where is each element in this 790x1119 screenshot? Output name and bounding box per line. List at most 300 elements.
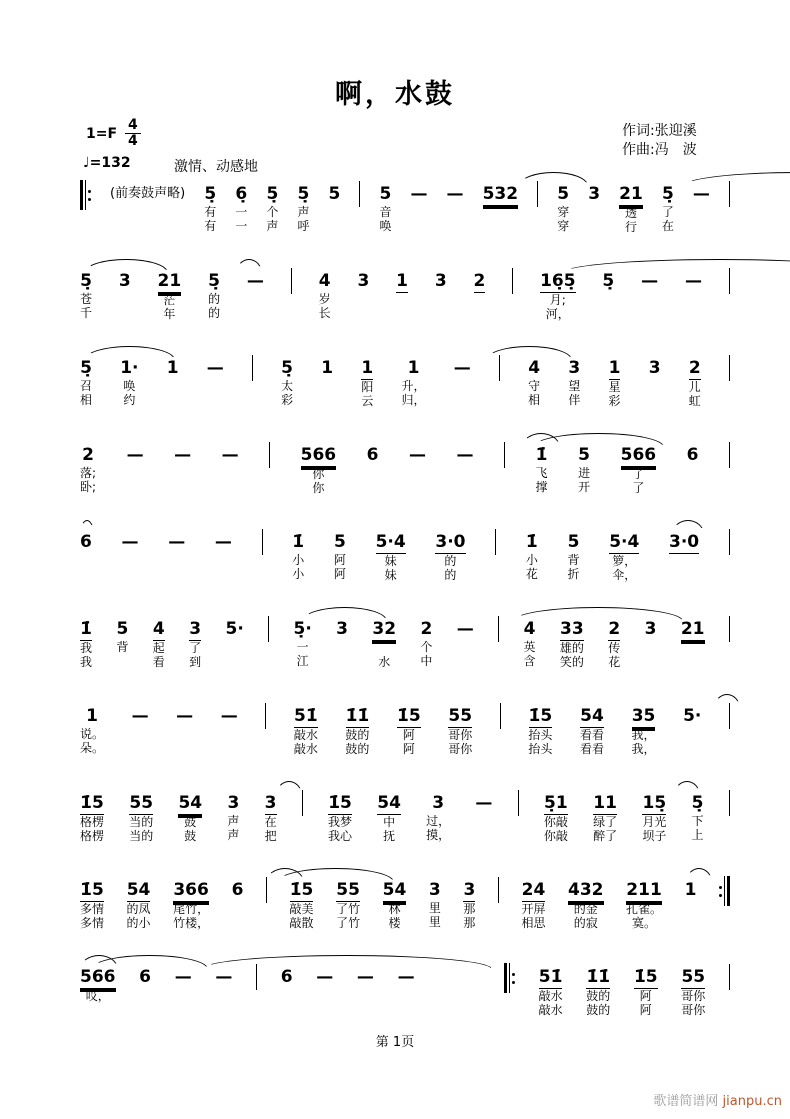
lyric-line1	[700, 205, 704, 219]
lyric-line1: 飞	[535, 466, 548, 480]
note-token	[80, 879, 104, 930]
note: 6	[231, 880, 244, 900]
note: 6	[686, 445, 699, 465]
lyric-line1: 召	[80, 379, 93, 393]
lyric-line1	[254, 292, 258, 306]
note: 1̇5	[80, 880, 104, 900]
note: 6	[280, 967, 293, 987]
barline	[269, 442, 270, 468]
lyric-line1: 的金	[573, 902, 598, 916]
lyric-line2: 彩	[281, 393, 294, 407]
note-token	[329, 183, 341, 233]
note-token	[377, 792, 401, 843]
note-token	[127, 879, 151, 930]
note: 1	[396, 271, 408, 291]
lyric-line2: 哥你	[448, 742, 473, 756]
note: 1̇1̇	[586, 967, 611, 987]
note: 3	[336, 619, 349, 639]
note-token	[568, 879, 604, 930]
lyric-line2	[340, 654, 344, 668]
note: 1̇	[535, 445, 548, 465]
lyric-line1: 了	[189, 641, 202, 655]
note-token	[568, 531, 580, 581]
barline	[512, 268, 513, 294]
lyric-line2: 到	[189, 655, 202, 669]
note-token	[454, 357, 471, 407]
lyric-line1: 多情	[80, 902, 105, 916]
lyric-line1	[181, 466, 185, 480]
lyric-line2: 约	[123, 393, 136, 407]
note-token	[80, 618, 92, 669]
lyric-line1: 过，	[426, 814, 451, 828]
note-token	[588, 183, 600, 233]
lyric-line1: 月;	[549, 293, 566, 307]
lyric-line2	[371, 480, 375, 494]
watermark-site: 歌谱简谱网	[653, 1094, 719, 1109]
lyric-line2: 抚	[383, 829, 396, 843]
lyric-line2: 伞，	[612, 568, 637, 582]
lyric-line2: 声	[266, 219, 279, 233]
note: 432	[568, 880, 604, 900]
note-token	[222, 444, 239, 494]
note: —	[475, 793, 493, 813]
lyric-line2	[236, 915, 240, 929]
note: 5̣	[281, 358, 294, 378]
lyric-line2: 在	[661, 219, 674, 233]
note: 5	[567, 532, 580, 552]
note-token	[158, 270, 182, 321]
lyric-line1: 哥你	[681, 989, 706, 1003]
note: 5̣	[602, 271, 615, 291]
lyric-line2: 看看	[579, 742, 604, 756]
lyric-line2: 鼓的	[586, 1003, 611, 1017]
note-token	[328, 792, 352, 843]
lyric-line1: 在	[264, 815, 277, 829]
note-token	[334, 531, 346, 581]
note-token	[544, 792, 568, 843]
note-token	[687, 444, 699, 494]
note: 5	[557, 184, 570, 204]
lyric-line1: 月光	[642, 815, 667, 829]
lyric-line1: 下	[691, 814, 704, 828]
lyric-line2: 含	[523, 654, 536, 668]
note: —	[214, 532, 232, 552]
note: 32	[372, 619, 397, 639]
lyric-line2	[463, 480, 467, 494]
lyric-line1: 你敲	[543, 815, 568, 829]
note: 1̇	[80, 619, 92, 639]
slur-arc	[683, 172, 790, 186]
note-token	[80, 792, 104, 843]
lyric-line1	[463, 640, 467, 654]
lyric-line2: 敲水	[293, 742, 318, 756]
lyric-line2: 唤	[379, 219, 392, 233]
note: 3	[568, 358, 581, 378]
barline	[729, 529, 730, 555]
note: 1̇5	[396, 706, 421, 726]
note-token	[685, 270, 702, 320]
lyric-line1: 中	[383, 815, 396, 829]
lyric-line2: 相思	[521, 916, 546, 930]
key-signature	[86, 118, 141, 149]
lyric-line1	[325, 379, 329, 393]
lyric-line1: 儿	[688, 380, 701, 394]
note-token	[649, 357, 661, 407]
repeat-end-sign	[719, 876, 730, 906]
note-token	[80, 444, 96, 494]
slur-arc	[672, 520, 704, 534]
note: 5	[379, 184, 392, 204]
lyric-line2: 上	[691, 828, 704, 842]
note: 1	[608, 358, 621, 378]
system-5	[80, 531, 730, 581]
lyric-line2	[175, 567, 179, 581]
lyric-line2: 长	[318, 306, 331, 320]
note: 15̣	[642, 793, 667, 813]
lyric-line1: 妹	[384, 554, 397, 568]
lyric-line1: 开屏	[521, 902, 546, 916]
note: 1	[321, 358, 334, 378]
note: —	[456, 619, 474, 639]
note-token	[528, 357, 540, 407]
lyric-line2: 鼓的	[345, 742, 370, 756]
note: —	[641, 271, 659, 291]
lyric-line2	[133, 480, 137, 494]
lyric-line2: 卧;	[80, 480, 97, 494]
note: 3	[648, 358, 661, 378]
lyric-line2: 你敲	[543, 829, 568, 843]
lyric-line2: 相	[528, 393, 541, 407]
lyric-line1	[143, 988, 147, 1002]
watermark-link[interactable]: jianpu.cn	[722, 1094, 782, 1109]
note-token	[175, 966, 192, 1016]
note-token	[221, 705, 238, 755]
repeat-dots	[512, 963, 515, 993]
lyric-line2: 花	[608, 655, 621, 669]
note: 3	[264, 793, 277, 813]
barline	[504, 442, 505, 468]
note-token	[683, 705, 701, 755]
note: 55	[681, 967, 706, 987]
lyric-line2	[181, 480, 185, 494]
lyric-line2	[333, 219, 337, 233]
note: 3	[118, 271, 131, 291]
note: —	[446, 184, 464, 204]
note: 21	[619, 184, 643, 204]
note: 55	[129, 793, 154, 813]
lyric-line2: 那	[463, 916, 476, 930]
lyric-line1: 太	[281, 379, 294, 393]
lyric-line1: 个	[266, 205, 279, 219]
note-token	[80, 270, 92, 320]
note: 33	[560, 619, 584, 639]
barline	[729, 790, 730, 816]
lyric-line1: 你	[312, 467, 325, 481]
slur-arc	[674, 781, 700, 795]
lyric-line1: 绿了	[593, 815, 618, 829]
note-token	[602, 270, 614, 320]
note: —	[397, 967, 415, 987]
note-token	[692, 792, 704, 842]
barline	[729, 616, 730, 642]
note-token	[226, 618, 244, 668]
note: 1	[407, 358, 420, 378]
note: —	[174, 445, 192, 465]
lyric-line2	[417, 219, 421, 233]
lyric-line2	[227, 741, 231, 755]
lyric-line2	[96, 1003, 100, 1017]
lyric-line1	[236, 901, 240, 915]
note-token	[457, 618, 474, 668]
lyric-line1: 起	[152, 641, 165, 655]
note-token	[669, 531, 699, 582]
lyric-line1: 箩，	[612, 554, 637, 568]
lyric-line1: 林	[388, 902, 401, 916]
slur-arc	[236, 259, 262, 273]
note-token	[127, 444, 144, 494]
lyric-line2: 我心	[328, 829, 353, 843]
lyric-line2: 竹楼，	[173, 916, 210, 930]
note-token	[411, 183, 428, 233]
lyric-line1: 我	[80, 641, 93, 655]
lyric-line1: 敲美	[289, 902, 314, 916]
lyric-line2: 阿	[639, 1003, 652, 1017]
lyric-line2: 我	[80, 655, 93, 669]
note: —	[121, 532, 139, 552]
note-token	[379, 183, 391, 233]
note-token	[132, 705, 149, 755]
note-token	[578, 444, 590, 494]
note-token	[301, 444, 337, 495]
note-token	[80, 966, 116, 1017]
note: 5·	[225, 619, 244, 639]
note: 566	[300, 445, 337, 465]
lyric-line2	[460, 393, 464, 407]
note-token	[447, 183, 464, 233]
note: 4	[318, 271, 331, 291]
lyric-line1	[361, 292, 365, 306]
lyric-line2: 江	[296, 654, 309, 668]
lyric-line1: 当的	[129, 815, 154, 829]
slur-arc	[714, 694, 740, 708]
lyric-line1	[498, 206, 502, 220]
note-token	[560, 618, 584, 669]
lyric-line1	[417, 205, 421, 219]
lyric-line2	[689, 915, 693, 929]
lyric-line1: 里	[428, 901, 441, 915]
note: 16̣5̣	[540, 271, 576, 291]
lyric-line2: 楼	[388, 916, 401, 930]
lyric-line2: 的小	[126, 916, 151, 930]
lyric-line1	[371, 466, 375, 480]
barline	[500, 703, 501, 729]
note-token	[580, 705, 604, 756]
note: —	[409, 445, 426, 465]
annotation-text: (前奏鼓声略)	[110, 186, 186, 201]
lyric-line1	[690, 727, 694, 741]
note: 1·	[120, 358, 139, 378]
lyric-line2	[181, 1002, 185, 1016]
note-token	[474, 270, 486, 321]
lyric-line1: 一	[296, 640, 309, 654]
lyric-line2	[221, 567, 225, 581]
note: 55	[448, 706, 473, 726]
lyric-line2	[404, 1002, 408, 1016]
lyric-line2	[143, 1002, 147, 1016]
lyric-line1	[689, 901, 693, 915]
lyric-line2: 开	[578, 480, 591, 494]
key-label: 1=F	[86, 125, 118, 142]
note: 1	[86, 706, 98, 726]
note: 1̇	[292, 532, 305, 552]
note: 3·0	[669, 532, 700, 552]
repeat-begin-sign	[504, 963, 515, 993]
lyric-line2	[606, 306, 610, 320]
note: 3·0	[435, 532, 466, 552]
lyric-line2	[700, 219, 704, 233]
lyric-line2: 河，	[545, 307, 570, 321]
note: —	[220, 706, 238, 726]
barline	[518, 790, 519, 816]
note: 24	[521, 880, 546, 900]
lyric-line1	[175, 553, 179, 567]
lyric-line1: 阳	[361, 380, 374, 394]
slur-arc	[80, 520, 94, 534]
note: 5̣	[661, 184, 674, 204]
lyric-line1: 一	[235, 205, 248, 219]
note: 2	[473, 271, 486, 291]
lyric-line2: 穿	[557, 219, 570, 233]
lyric-line2	[416, 480, 420, 494]
lyric-line2	[592, 219, 596, 233]
note: 5̣	[297, 184, 310, 204]
note: 1̇1̇	[345, 706, 370, 726]
note-token	[153, 618, 165, 669]
note-token	[167, 357, 179, 407]
lyric-line1: 传	[608, 641, 621, 655]
note-token	[475, 792, 492, 842]
note: 1̇5	[328, 793, 352, 813]
slur-arc	[686, 868, 712, 882]
note-token	[540, 270, 576, 321]
tempo-marking: ♩=132	[83, 155, 131, 171]
note-token	[207, 357, 224, 407]
note: 5	[328, 184, 341, 204]
barline	[729, 964, 730, 990]
lyric-line1	[213, 379, 217, 393]
note: 3	[227, 793, 240, 813]
lyric-line1	[340, 640, 344, 654]
note: —	[206, 358, 224, 378]
note: 54	[178, 793, 203, 813]
lyric-line1: 的	[208, 292, 221, 306]
note: 3	[463, 880, 476, 900]
lyric-line1	[221, 553, 225, 567]
lyric-line2	[691, 480, 695, 494]
note: 5̣	[208, 271, 220, 291]
note-token	[361, 357, 373, 408]
note-token	[608, 618, 620, 669]
lyric-line1: 声	[227, 814, 240, 828]
lyric-line2	[325, 393, 329, 407]
lyric-line2: 妹	[384, 568, 397, 582]
note-token	[189, 618, 201, 669]
note-token	[420, 618, 432, 668]
lyric-line2	[690, 741, 694, 755]
note: —	[168, 532, 186, 552]
lyric-line2: 千	[80, 306, 93, 320]
note: 21	[157, 271, 182, 291]
lyric-line1: 个	[420, 640, 433, 654]
note-token	[662, 183, 674, 233]
barline	[268, 616, 269, 642]
note-token	[429, 879, 441, 929]
lyric-line1: 岁	[318, 292, 331, 306]
lyricist: 作词:张迎溪	[622, 123, 697, 139]
note: 532	[482, 184, 519, 204]
note: 35	[631, 706, 656, 726]
slur-arc	[202, 955, 493, 969]
lyric-line1: 茫	[163, 293, 176, 307]
lyric-line2: 寞。	[632, 916, 657, 930]
lyric-line2	[128, 567, 132, 581]
lyric-line1	[84, 553, 88, 567]
note-token	[208, 270, 220, 320]
lyric-line1	[382, 641, 386, 655]
lyric-line2: 伴	[568, 393, 581, 407]
lyric-line1	[333, 205, 337, 219]
note: —	[356, 967, 374, 987]
note-token	[227, 792, 239, 842]
note: 5̣	[204, 184, 217, 204]
lyric-line1: 了	[632, 467, 645, 481]
song-title: 啊，水鼓	[335, 79, 455, 110]
lyric-line1	[691, 641, 695, 655]
note-token	[398, 966, 415, 1016]
note-token	[235, 183, 247, 233]
lyric-line1: 透	[624, 206, 637, 220]
lyric-line2	[228, 480, 232, 494]
lyric-line2	[213, 393, 217, 407]
lyric-line2	[498, 220, 502, 234]
lyric-line2	[84, 567, 88, 581]
note-token	[632, 705, 656, 756]
system-8	[80, 792, 730, 842]
note: 1	[166, 358, 179, 378]
note-token	[345, 705, 369, 756]
lyric-line2: 抬头	[528, 742, 553, 756]
note-token	[168, 531, 185, 581]
note: 6	[80, 532, 92, 552]
lyric-line1: 敲水	[293, 728, 318, 742]
lyric-line1: 唤	[123, 379, 136, 393]
lyric-line2	[682, 568, 686, 582]
note-token	[621, 444, 657, 495]
lyric-line1: 的	[444, 554, 457, 568]
lyric-line2	[183, 741, 187, 755]
lyric-line1: 说。	[80, 727, 105, 741]
note: 54	[382, 880, 407, 900]
note-token	[174, 444, 191, 494]
slur-arc	[562, 259, 790, 273]
note-token	[536, 444, 548, 494]
note-token	[178, 792, 202, 843]
lyric-line2: 云	[361, 394, 374, 408]
lyric-line2: 看	[152, 655, 165, 669]
note: 2	[608, 619, 621, 639]
note: 566	[620, 445, 657, 465]
lyric-line2	[453, 219, 457, 233]
